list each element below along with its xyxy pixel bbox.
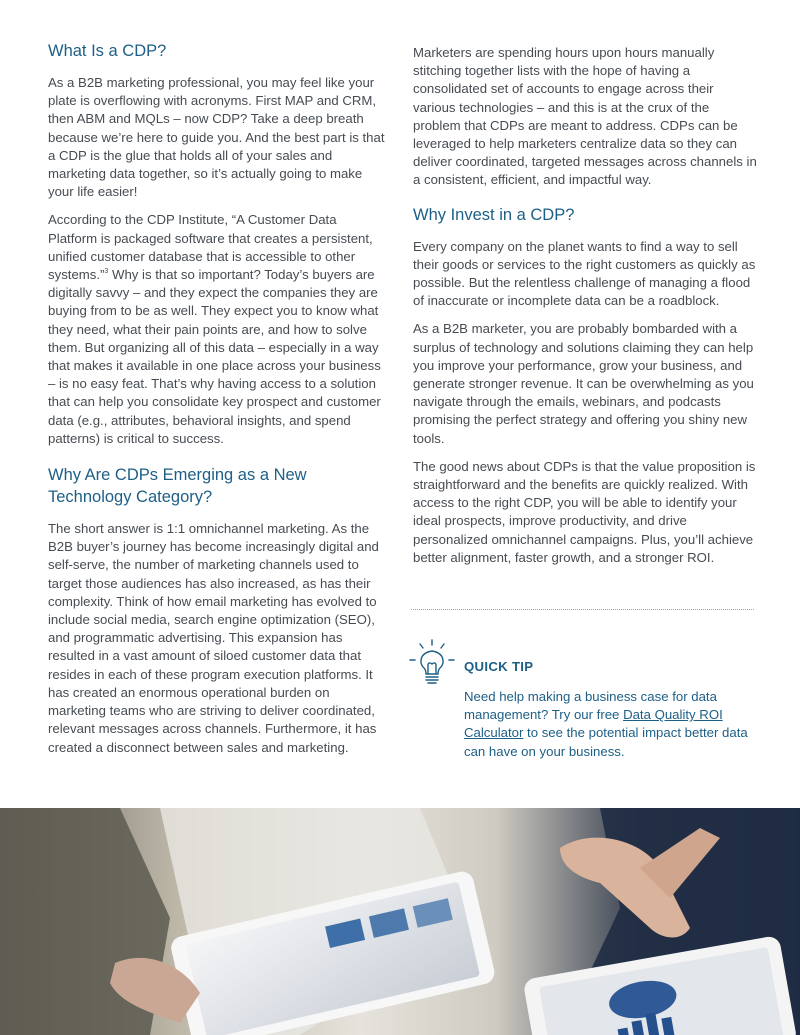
heading-why-emerging: Why Are CDPs Emerging as a New Technology Category? xyxy=(48,466,307,507)
paragraph-marketers: Marketers are spending hours upon hours manually stitching together lists with the hope of having a consolidated set of accounts to engage across their various technologies – and this is at the crux of the problem that CDPs are meant to address. CDPs can be leveraged to help marketers centralize data so they can deliver coordinated, targeted messages across channels in a consistent, efficient, and impactful way. xyxy=(413,45,757,188)
heading-why-invest: Why Invest in a CDP? xyxy=(413,205,575,224)
roi-calculator-link[interactable]: Data Quality ROI Calculator xyxy=(464,707,723,741)
left-column xyxy=(48,40,388,767)
tip-text-before: Need help making a business case for data management? Try our free xyxy=(464,689,717,723)
quick-tip-text xyxy=(464,688,754,761)
section-divider xyxy=(411,609,754,610)
tablet-photo xyxy=(0,808,800,1035)
paragraph-good-news: The good news about CDPs is that the value proposition is straightforward and the benefits are quickly realized. With access to the right CDP, you will be able to identify your ideal prospects, improve productivity, and drive personalized omnichannel campaigns. Plus, you’ll achieve better alignment, faster growth, and a stronger ROI. xyxy=(413,458,756,565)
right-column xyxy=(413,44,758,577)
paragraph-b2b-marketer: As a B2B marketer, you are probably bombarded with a surplus of technology and solutions claiming they can help you improve your performance, grow your business, and generate stronger revenue. It can be overwhelming as you navigate through the emails, webinars, and podcasts promising the perfect strategy and offering you shiny new tools. xyxy=(413,321,754,446)
quick-tip-title: QUICK TIP xyxy=(464,659,534,674)
footnote-ref: 3 xyxy=(104,268,109,276)
paragraph-intro: As a B2B marketing professional, you may feel like your plate is overflowing with acronyms. First MAP and CRM, then ABM and MQLs – now CDP? Take a deep breath because we’re here to guide you. And the best part is that a CDP is the glue that holds all of your sales and marketing data together, so it’s actually going to make your life easier! xyxy=(48,75,385,200)
paragraph-cdp-institute xyxy=(48,211,388,448)
quick-tip xyxy=(464,658,754,761)
lightbulb-icon xyxy=(409,638,455,690)
paragraph-every-company: Every company on the planet wants to find a way to sell their goods or services to the right customers as quickly as possible. But the relentless challenge of managing a flood of inaccurate or incomplete data can be a roadblock. xyxy=(413,238,756,309)
tip-text-after: to see the potential impact better data can have on your business. xyxy=(464,725,748,759)
quote-text: According to the CDP Institute, “A Customer Data Platform is packaged software that creates a persistent, unified customer database that is accessible to other systems.” xyxy=(48,212,373,283)
paragraph-short-answer: The short answer is 1:1 omnichannel marketing. As the B2B buyer’s journey has become increasingly digital and self-serve, the number of marketing channels used to target those audiences has also increased, as has their complexity. Think of how email marketing has evolved to include social media, search engine optimization (SEO), and programmatic advertising. This expansion has resulted in a vast amount of siloed customer data that resides in each of these program execution platforms. It has created an enormous operational burden on marketing teams who are striving to deliver coordinated, relevant messages across channels. Furthermore, it has created a disconnect between sales and marketing. xyxy=(48,521,379,755)
paragraph-continuation: Why is that so important? Today’s buyers are digitally savvy – and they expect the companies they are buying from to be as well. They expect you to know what they need, what their pain points are, and how to solve them. But organizing all of this data – especially in a way that makes it available in one place across your business – is no easy feat. That’s why having access to a solution that can help you consolidate key prospect and customer data (e.g., attributes, behavioral insights, and spend patterns) is critical to success. xyxy=(48,267,381,446)
heading-what-is-cdp: What Is a CDP? xyxy=(48,42,167,60)
